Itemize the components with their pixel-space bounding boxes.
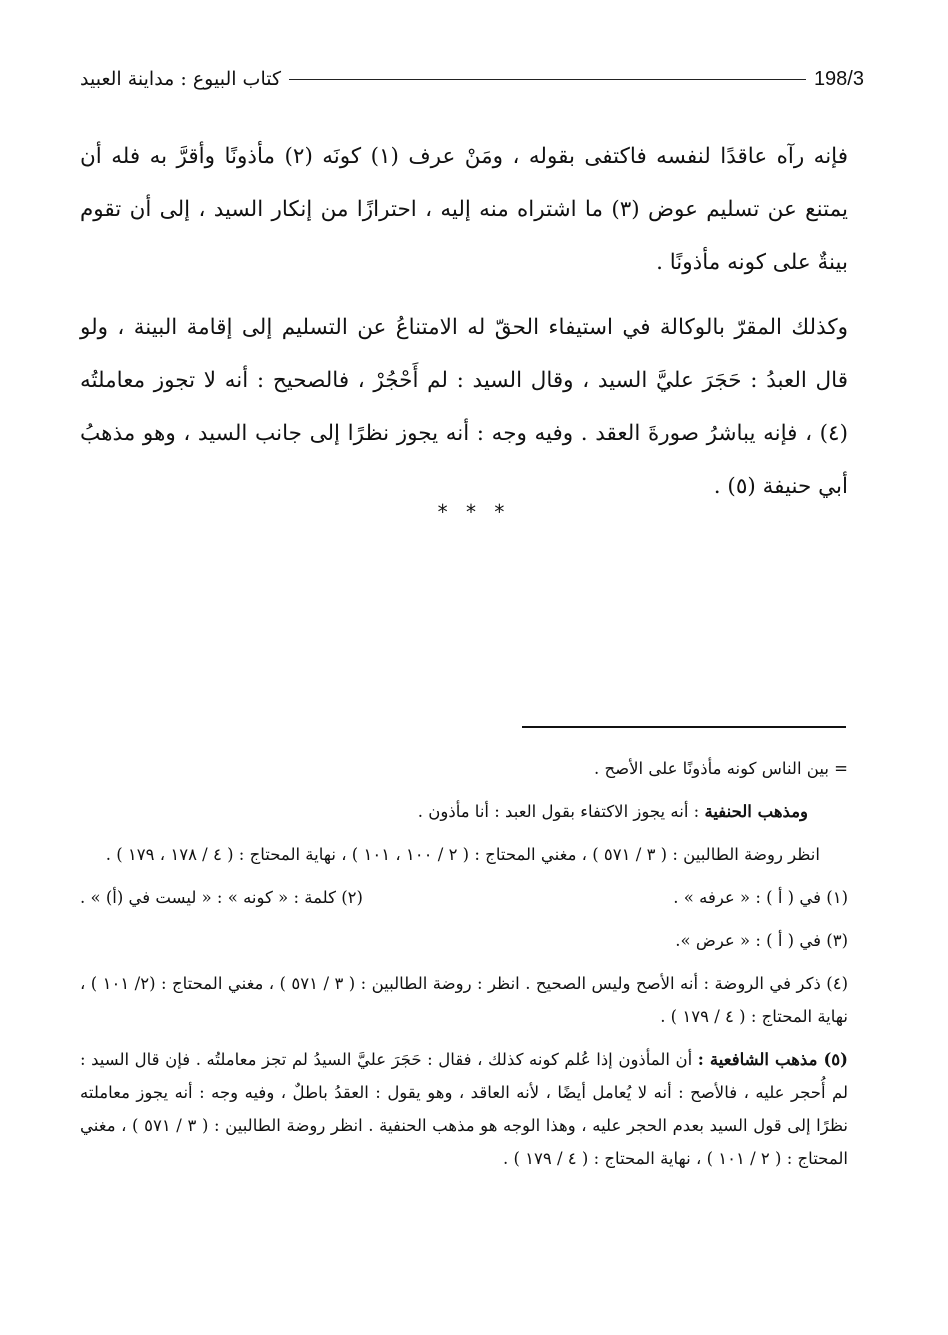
footnote-continuation bbox=[80, 752, 848, 785]
body-paragraph-2: وكذلك المقرّ بالوكالة في استيفاء الحقّ له الامتناعُ عن التسليم إلى إقامة البينة ، ولو قال العبدُ : حَجَرَ عليَّ السيد ، وقال السيد : لم أَحْجُرْ ، فالصحيح : أنه لا تجوز معاملتُه (٤) ، فإنه يباشرُ صورةَ العقد . وفيه وجه : أنه يجوز نظرًا إلى جانب السيد ، وهو مذهبُ أبي حنيفة (٥) . bbox=[80, 315, 848, 499]
continuation-text: بين الناس كونه مأذونًا على الأصح . bbox=[593, 759, 829, 778]
footnote-rule bbox=[522, 726, 846, 728]
footnote-3: (٣) في ( أ ) : « عرض ». bbox=[675, 931, 848, 950]
hanafi-note bbox=[80, 795, 848, 828]
page-number: 198/3 bbox=[813, 67, 864, 90]
footnote-5-label: (٥) مذهب الشافعية : bbox=[697, 1050, 848, 1069]
section-separator: * * * bbox=[437, 500, 511, 524]
footnote-5 bbox=[80, 1043, 848, 1175]
references-note: انظر روضة الطالبين : ( ٣ / ٥٧١ ) ، مغني المحتاج : ( ٢ / ١٠٠ ، ١٠١ ) ، نهاية المحتاج : ( ٤ / ١٧٨ ، ١٧٩ ) . bbox=[105, 845, 820, 864]
header-rule bbox=[289, 79, 806, 80]
footnote-4: (٤) ذكر في الروضة : أنه الأصح وليس الصحيح . انظر : روضة الطالبين : ( ٣ / ٥٧١ ) ، مغني المحتاج : (٢/ ١٠١ ) ، نهاية المحتاج : ( ٤ / ١٧٩ ) . bbox=[80, 974, 848, 1026]
body-paragraph-1: فإنه رآه عاقدًا لنفسه فاكتفى بقوله ، ومَنْ عرف (١) كونَه (٢) مأذونًا وأقرَّ به فله أن يمتنع عن تسليم عوض (٣) ما اشتراه منه إليه ، احترازًا من إنكار السيد ، إلى أن تقوم بينةٌ على كونه مأذونًا . bbox=[80, 144, 849, 275]
continuation-mark: = bbox=[834, 759, 848, 778]
footnotes-1-2 bbox=[80, 881, 848, 914]
chapter-title: كتاب البيوع : مداينة العبيد bbox=[80, 68, 282, 90]
hanafi-label: ومذهب الحنفية bbox=[704, 802, 808, 821]
hanafi-text: : أنه يجوز الاكتفاء بقول العبد : أنا مأذون . bbox=[417, 802, 700, 821]
main-text bbox=[80, 130, 848, 525]
footnotes bbox=[80, 752, 848, 1185]
footnote-5-text: أن المأذون إذا عُلم كونه كذلك ، فقال : حَجَرَ عليَّ السيدُ لم تجز معاملتُه . فإن قال السيد : لم أُحجر عليه ، فالأصح : أنه لا يُعامل أيضًا ، لأنه العاقد ، وهو يقول : العقدُ باطلٌ ، وفيه وجه : أنه يجوز معاملته نظرًا إلى قول السيد بعدم الحجر عليه ، وهذا الوجه هو مذهب الحنفية . انظر روضة الطالبين : ( ٣ / ٥٧١ ) ، مغني المحتاج : ( ٢ / ١٠١ ) ، نهاية المحتاج : ( ٤ / ١٧٩ ) . bbox=[80, 1050, 848, 1168]
running-header bbox=[80, 62, 864, 96]
footnote-1: (١) في ( أ ) : « عرفه » . bbox=[673, 888, 848, 907]
footnote-2: (٢) كلمة : « كونه » : « ليست في (أ) » . bbox=[80, 888, 363, 907]
